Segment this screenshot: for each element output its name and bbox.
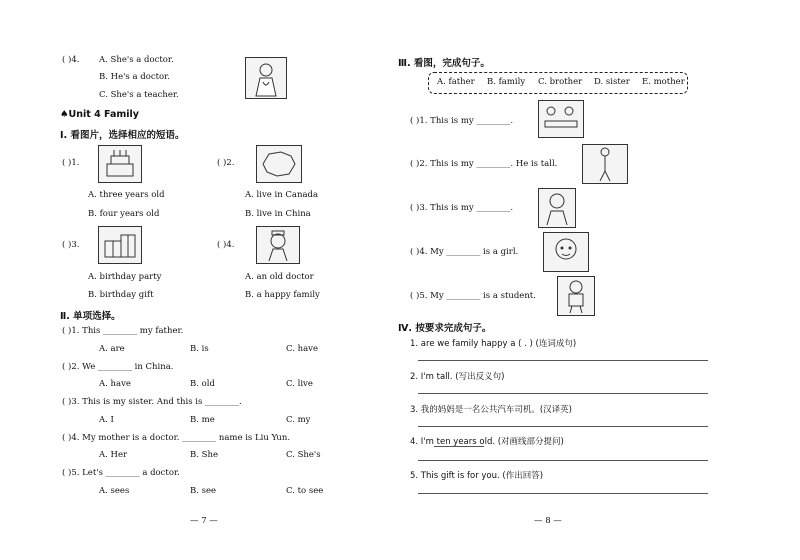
s4-q4: 4. I'm ten years old. (对画线部分提问) — [410, 437, 564, 447]
s2-q1-option-a: A. are — [99, 344, 125, 354]
s1-q3-num: ( )3. — [62, 240, 80, 250]
woman-picture — [538, 188, 576, 228]
s2-q3: ( )3. This is my sister. And this is ________. — [62, 397, 242, 407]
section-4-title: Ⅳ. 按要求完成句子。 — [398, 323, 492, 334]
birthday-cake-picture — [98, 145, 142, 183]
s1-q3-option-b: B. birthday gift — [88, 290, 154, 300]
s3-q3: ( )3. This is my ________. — [410, 203, 514, 213]
section-1-title: Ⅰ. 看图片，选择相应的短语。 — [60, 130, 185, 141]
word-bank-option-c: C. brother — [538, 77, 583, 87]
s1-q3-option-a: A. birthday party — [88, 272, 162, 282]
s4-q4-answer-line[interactable] — [418, 460, 708, 461]
tall-man-picture — [582, 144, 628, 184]
s4-q5-answer-line[interactable] — [418, 493, 708, 494]
s2-q4-option-c: C. She's — [286, 450, 321, 460]
s4-q1-answer-line[interactable] — [418, 360, 708, 361]
s1-q4-num: ( )4. — [217, 240, 235, 250]
girl-picture — [543, 232, 589, 272]
china-map-picture — [256, 145, 302, 183]
s4-q5: 5. This gift is for you. (作出回答) — [410, 471, 544, 481]
s2-q1: ( )1. This ________ my father. — [62, 326, 184, 336]
page-number-left: — 7 — — [190, 516, 218, 526]
s1-q4-option-b: B. a happy family — [245, 290, 320, 300]
word-bank-option-e: E. mother — [642, 77, 685, 87]
section-3-title: Ⅲ. 看图，完成句子。 — [398, 58, 490, 69]
page-number-right: — 8 — — [534, 516, 562, 526]
s2-q5: ( )5. Let's ________ a doctor. — [62, 468, 180, 478]
s4-q4-underline — [434, 446, 484, 447]
s1-q2-option-b: B. live in China — [245, 209, 311, 219]
s1-q2-num: ( )2. — [217, 158, 235, 168]
s4-q2: 2. I'm tall. (写出反义句) — [410, 372, 505, 382]
unit-title: ♠Unit 4 Family — [60, 109, 139, 120]
student-boy-picture — [557, 276, 595, 316]
s4-q3-answer-line[interactable] — [418, 426, 708, 427]
s4-q3: 3. 我的妈妈是一名公共汽车司机。(汉译英) — [410, 405, 572, 415]
family-dinner-picture — [538, 100, 584, 138]
q4-prev-option-a: A. She's a doctor. — [99, 55, 174, 65]
s4-q2-answer-line[interactable] — [418, 393, 708, 394]
s2-q2: ( )2. We ________ in China. — [62, 362, 174, 372]
s3-q2: ( )2. This is my ________. He is tall. — [410, 159, 558, 169]
s2-q3-option-c: C. my — [286, 415, 311, 425]
s1-q4-option-a: A. an old doctor — [245, 272, 314, 282]
word-bank-option-a: A. father — [437, 77, 475, 87]
nurse-picture — [256, 226, 300, 264]
s3-q1: ( )1. This is my ________. — [410, 116, 514, 126]
s2-q4-option-a: A. Her — [99, 450, 128, 460]
s2-q5-option-b: B. see — [190, 486, 217, 496]
s1-q2-option-a: A. live in Canada — [245, 190, 319, 200]
s2-q2-option-b: B. old — [190, 379, 215, 389]
s3-q5: ( )5. My ________ is a student. — [410, 291, 536, 301]
s2-q4-option-b: B. She — [190, 450, 218, 460]
q4-prev-num: ( )4. — [62, 55, 80, 65]
gift-boxes-picture — [98, 226, 142, 264]
s2-q3-option-b: B. me — [190, 415, 215, 425]
s2-q5-option-a: A. sees — [99, 486, 130, 496]
s1-q1-num: ( )1. — [62, 158, 80, 168]
q4-prev-option-b: B. He's a doctor. — [99, 72, 170, 82]
s4-q1: 1. are we family happy a ( . ) (连词成句) — [410, 339, 577, 349]
word-bank-option-d: D. sister — [594, 77, 630, 87]
s1-q1-option-b: B. four years old — [88, 209, 160, 219]
s1-q1-option-a: A. three years old — [88, 190, 165, 200]
s2-q2-option-c: C. live — [286, 379, 313, 389]
q4-prev-option-c: C. She's a teacher. — [99, 90, 179, 100]
s2-q5-option-c: C. to see — [286, 486, 324, 496]
s2-q2-option-a: A. have — [99, 379, 131, 389]
s3-q4: ( )4. My ________ is a girl. — [410, 247, 519, 257]
s2-q3-option-a: A. I — [99, 415, 114, 425]
s2-q1-option-c: C. have — [286, 344, 318, 354]
section-2-title: Ⅱ. 单项选择。 — [60, 311, 121, 322]
s2-q1-option-b: B. is — [190, 344, 209, 354]
s2-q4: ( )4. My mother is a doctor. ________ name is Liu Yun. — [62, 433, 291, 443]
word-bank-option-b: B. family — [487, 77, 526, 87]
doctor-picture — [245, 57, 287, 99]
